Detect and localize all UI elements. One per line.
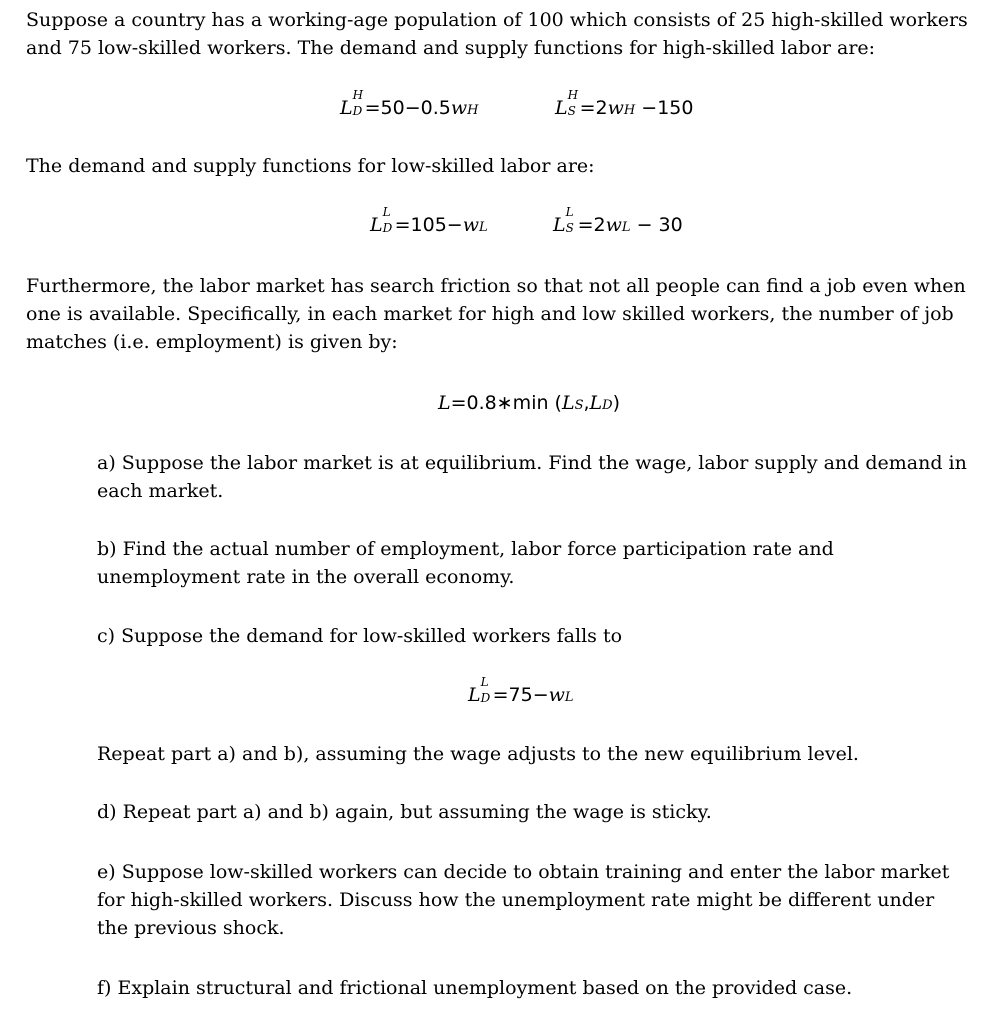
question-f: f) Explain structural and frictional unemployment based on the provided case. bbox=[97, 977, 853, 999]
high-skill-demand-equation: L H D =50−0.5wH bbox=[340, 88, 479, 119]
low-skill-demand-equation: L L D =105−wL bbox=[370, 205, 488, 236]
friction-paragraph: Furthermore, the labor market has search friction so that not all people can find a job even when one is available. Specifically, in each market for high and low skilled workers, the number of job matches (i.e. employment) is given by: bbox=[26, 275, 966, 353]
low-skill-supply-equation: L L S =2wL − 30 bbox=[553, 205, 683, 236]
matching-equation: L=0.8∗min (LS,LD) bbox=[438, 392, 621, 414]
question-a: a) Suppose the labor market is at equilibrium. Find the wage, labor supply and demand in each market. bbox=[97, 452, 967, 502]
question-e: e) Suppose low-skilled workers can decide to obtain training and enter the labor market for high-skilled workers. Discuss how the unemployment rate might be different under the previous shock. bbox=[97, 861, 950, 939]
new-low-skill-demand-equation: L L D =75−wL bbox=[468, 675, 574, 706]
question-d: d) Repeat part a) and b) again, but assuming the wage is sticky. bbox=[97, 801, 712, 823]
low-skill-intro: The demand and supply functions for low-skilled labor are: bbox=[26, 155, 595, 177]
question-c-repeat: Repeat part a) and b), assuming the wage adjusts to the new equilibrium level. bbox=[97, 743, 859, 765]
question-c: c) Suppose the demand for low-skilled workers falls to bbox=[97, 625, 623, 647]
question-b: b) Find the actual number of employment, labor force participation rate and unemployment rate in the overall economy. bbox=[97, 538, 834, 588]
intro-paragraph: Suppose a country has a working-age population of 100 which consists of 25 high-skilled workers and 75 low-skilled workers. The demand and supply functions for high-skilled labor are: bbox=[26, 9, 968, 59]
high-skill-supply-equation: L H S =2wH −150 bbox=[555, 88, 694, 119]
